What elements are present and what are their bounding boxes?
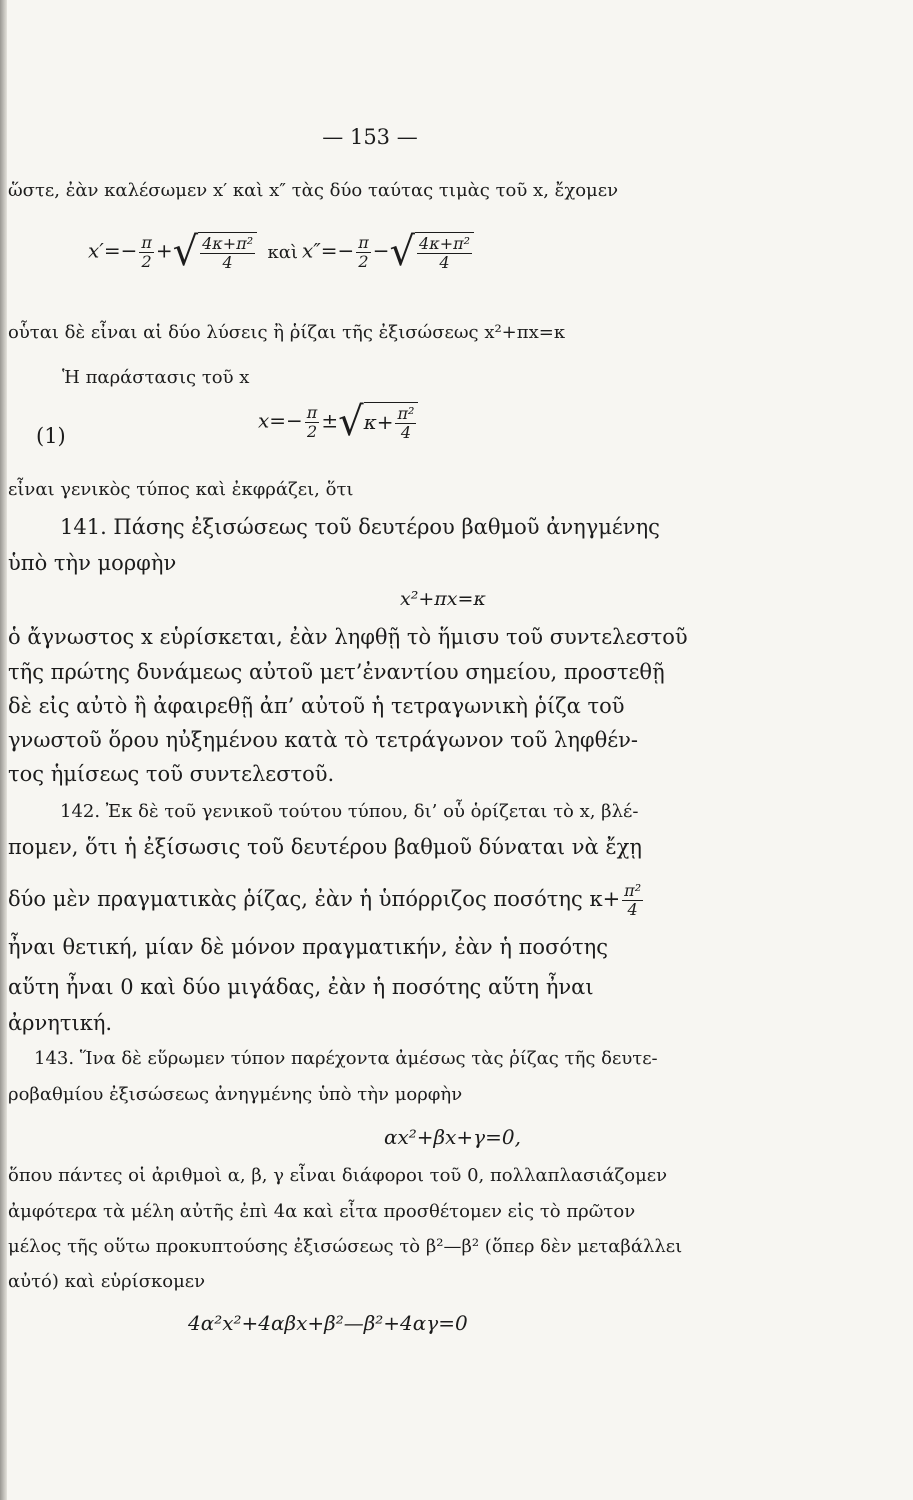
text-line-7: ὁ ἄγνωστος x εὑρίσκεται, ἐὰν ληφθῇ τὸ ἥμισυ τοῦ συντελεστοῦ <box>8 625 688 649</box>
text-line-9: δὲ εἰς αὐτὸ ἢ ἀφαιρεθῇ ἀπ’ αὐτοῦ ἡ τετραγωνικὴ ῥίζα τοῦ <box>8 694 625 718</box>
text-line-20: ὅπου πάντες οἱ ἀριθμοὶ α, β, γ εἶναι διάφοροι τοῦ 0, πολλαπλασιάζομεν <box>8 1165 668 1186</box>
text-line-12: 142. Ἐκ δὲ τοῦ γενικοῦ τούτου τύπου, δι’ οὗ ὁρίζεται τὸ x, βλέ- <box>60 801 639 822</box>
text-line-13: πομεν, ὅτι ἡ ἐξίσωσις τοῦ δευτέρου βαθμοῦ δύναται νὰ ἔχῃ <box>8 835 642 859</box>
text-line-17: ἀρνητική. <box>8 1011 113 1035</box>
text-line-2: οὗται δὲ εἶναι αἱ δύο λύσεις ἢ ῥίζαι τῆς ἐξισώσεως x²+πx=κ <box>8 322 566 343</box>
text-line-15: ἦναι θετική, μίαν δὲ μόνον πραγματικήν, ἐὰν ἡ ποσότης <box>8 935 609 959</box>
formula-roots: x′=− $\frac{\pi}{2}$ +√ $\frac{\text{4κ+π²}}{4}$ καὶ x″=− $\frac{\pi}{2}$ −√ $\frac{\text{4κ+π²}}{4}$ <box>88 232 474 272</box>
text-line-18: 143. Ἵνα δὲ εὕρωμεν τύπον παρέχοντα ἀμέσως τὰς ῥίζας τῆς δευτε- <box>34 1048 658 1069</box>
text-line-16: αὕτη ἦναι 0 καὶ δύο μιγάδας, ἐὰν ἡ ποσότης αὕτη ἦναι <box>8 975 594 999</box>
text-line-8: τῆς πρώτης δυνάμεως αὐτοῦ μετ’ἐναντίου σημείου, προστεθῇ <box>8 660 665 684</box>
formula-expanded: 4α²x²+4αβx+β²—β²+4αγ=0 <box>188 1311 468 1335</box>
text-line-23: αὐτό) καὶ εὑρίσκομεν <box>8 1271 206 1292</box>
text-line-4: εἶναι γενικὸς τύπος καὶ ἐκφράζει, ὅτι <box>8 479 354 500</box>
formula-general-quadratic: αx²+βx+γ=0, <box>384 1125 521 1149</box>
text-line-3: Ἡ παράστασις τοῦ x <box>62 367 250 388</box>
text-line-11: τος ἡμίσεως τοῦ συντελεστοῦ. <box>8 762 335 786</box>
formula-general: x=− $\frac{\pi}{2}$ ±√κ+ $\frac{\text{π²}}{4}$ <box>258 402 418 442</box>
text-line-22: μέλος τῆς οὕτω προκυπτούσης ἐξισώσεως τὸ β²—β² (ὅπερ δὲν μεταβάλλει <box>8 1236 683 1257</box>
text-line-19: ροβαθμίου ἐξισώσεως ἀνηγμένης ὑπὸ τὴν μορφὴν <box>8 1084 463 1105</box>
equation-label: (1) <box>36 424 66 448</box>
text-line-6: ὑπὸ τὴν μορφὴν <box>8 551 177 575</box>
text-line-1: ὥστε, ἐὰν καλέσωμεν x′ καὶ x″ τὰς δύο ταύτας τιμὰς τοῦ x, ἔχομεν <box>8 180 619 201</box>
text-line-10: γνωστοῦ ὅρου ηὐξημένου κατὰ τὸ τετράγωνον τοῦ ληφθέν- <box>8 728 638 752</box>
text-line-21: ἀμφότερα τὰ μέλη αὐτῆς ἐπὶ 4α καὶ εἶτα προσθέτομεν εἰς τὸ πρῶτον <box>8 1201 636 1222</box>
text-line-14: δύο μὲν πραγματικὰς ῥίζας, ἐὰν ἡ ὑπόρριζος ποσότης κ+ $\frac{\text{π²}}{4}$ <box>8 881 642 919</box>
formula-reduced: x²+πx=κ <box>400 588 486 610</box>
page-number: — 153 — <box>322 125 418 149</box>
text-line-5: 141. Πάσης ἐξισώσεως τοῦ δευτέρου βαθμοῦ ἀνηγμένης <box>60 515 660 539</box>
